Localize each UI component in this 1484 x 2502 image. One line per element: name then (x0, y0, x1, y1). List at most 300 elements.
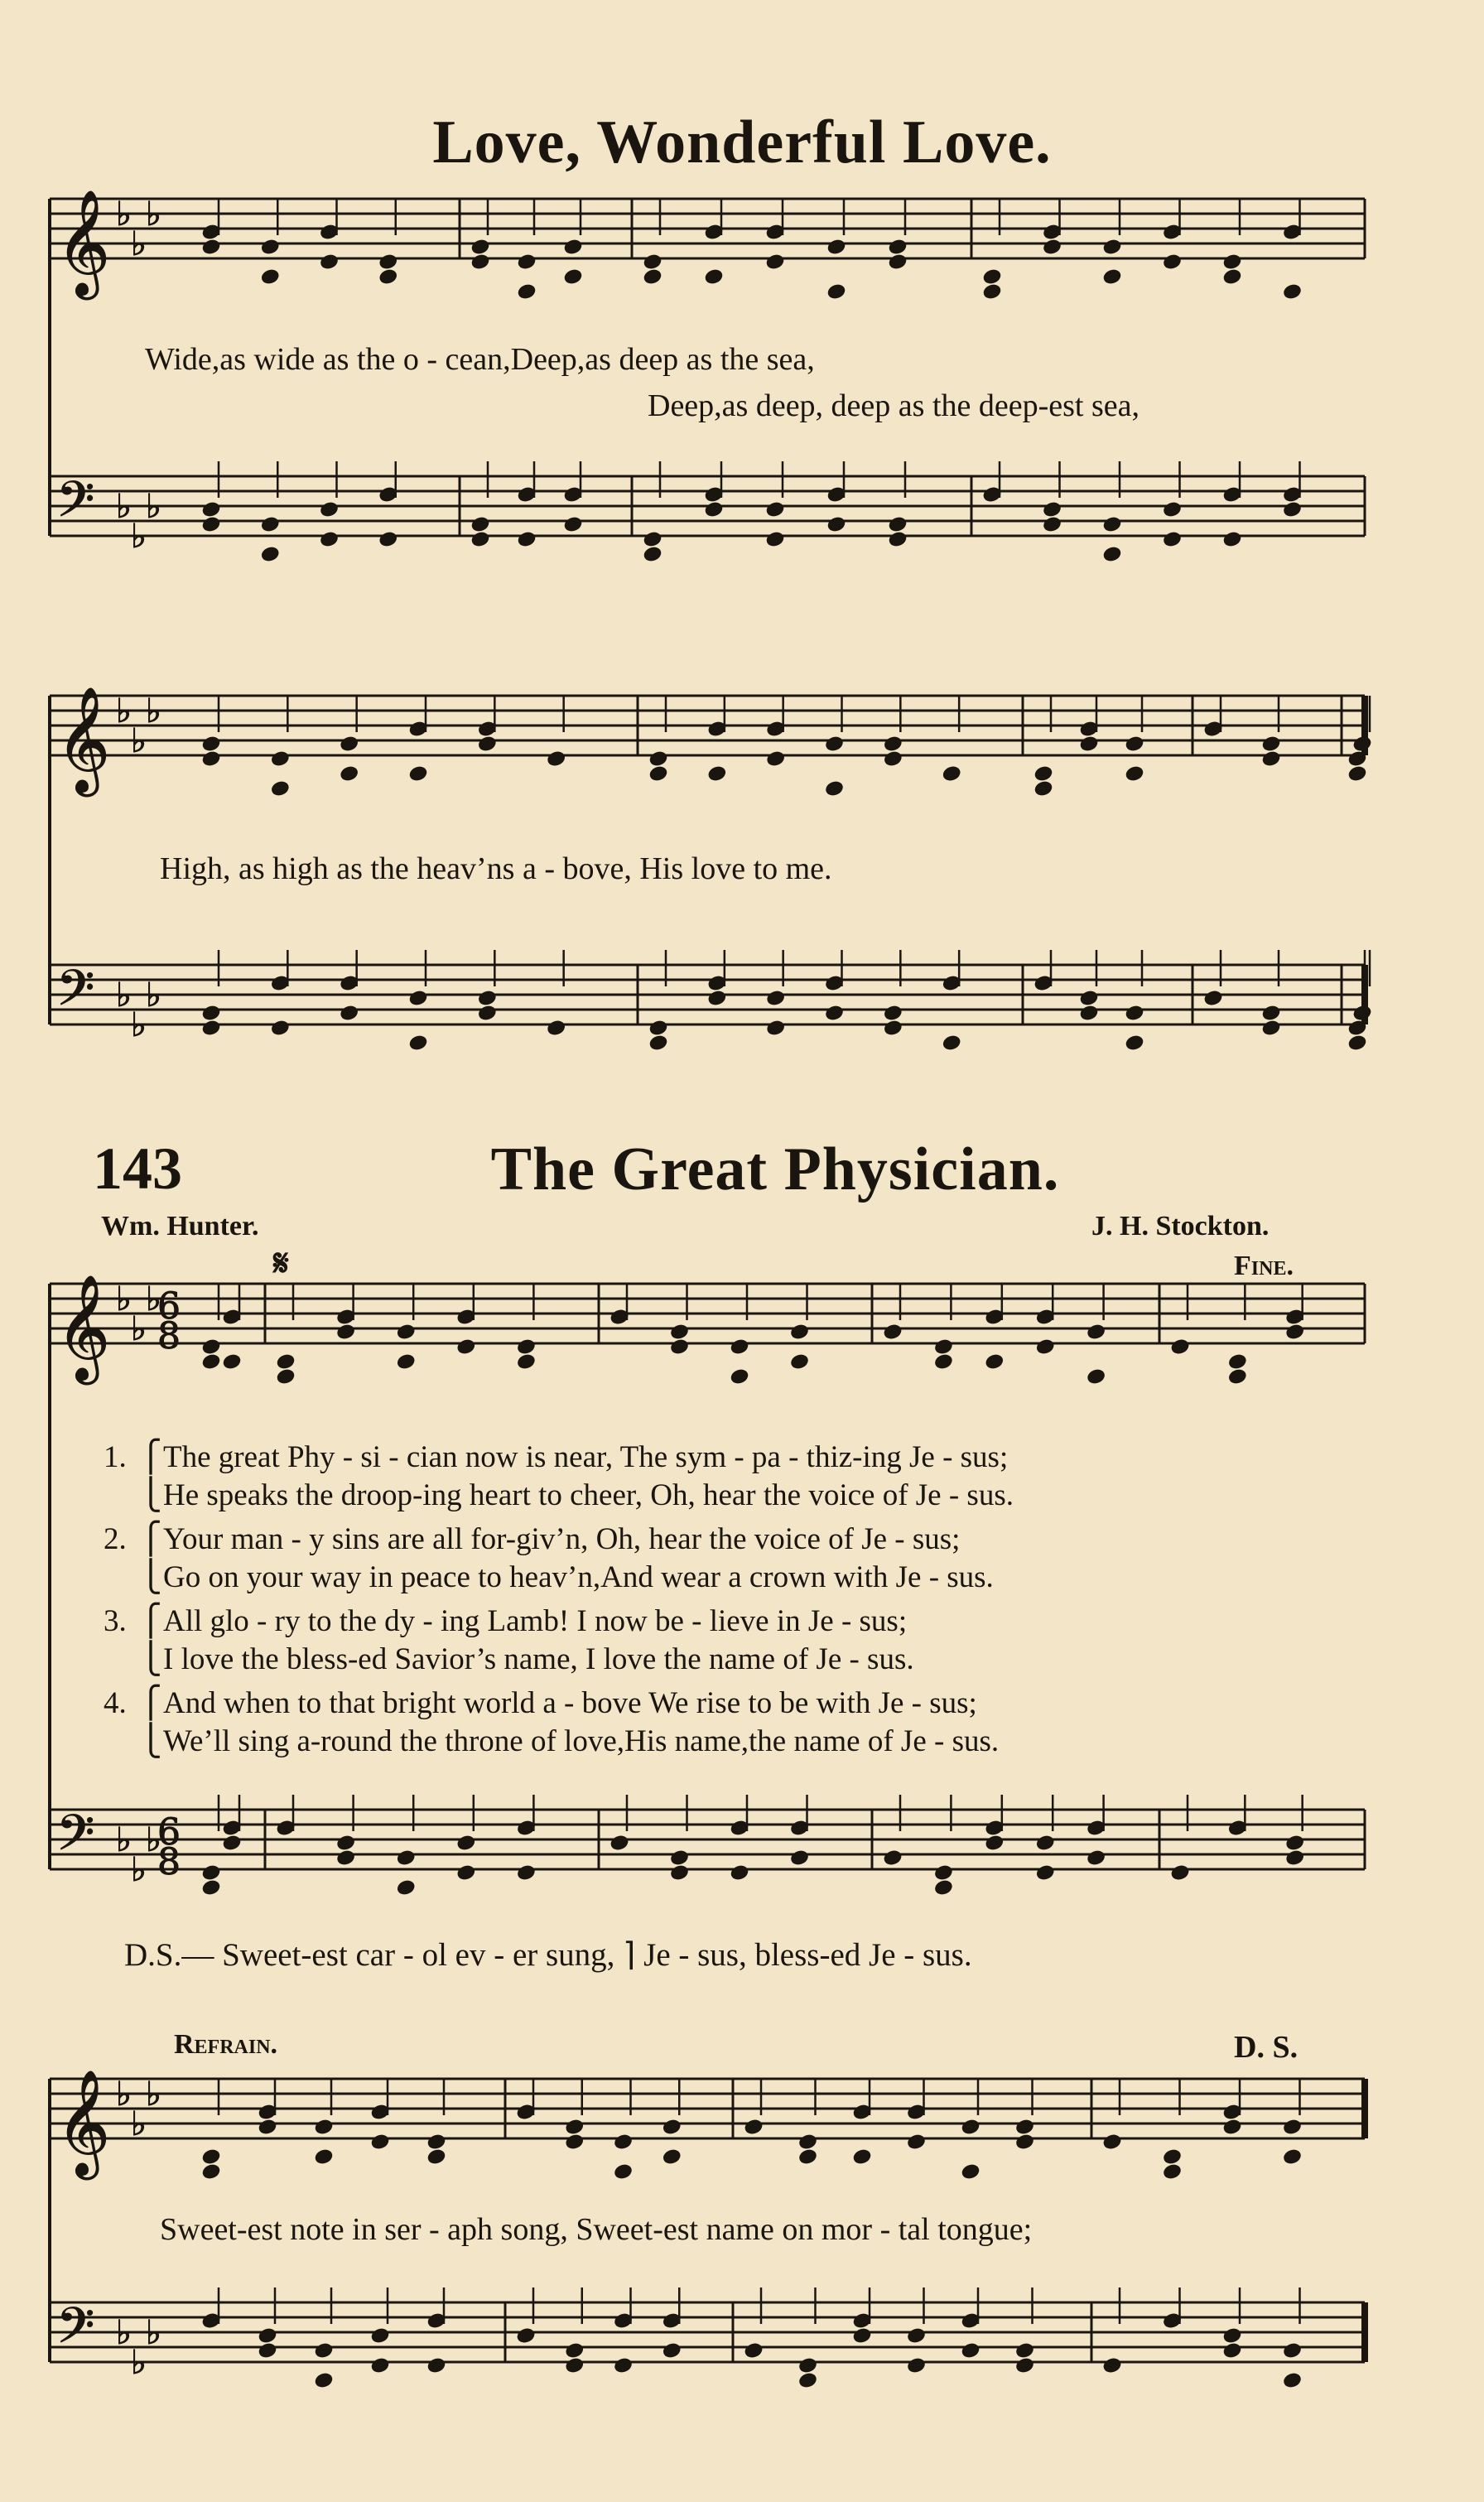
hymn-title-love-wonderful-love: Love, Wonderful Love. (432, 108, 1052, 176)
verse-number: 4. (104, 1686, 127, 1720)
notehead (670, 1864, 690, 1882)
notehead (933, 1353, 953, 1371)
notehead (1086, 1849, 1106, 1867)
notehead (258, 2342, 277, 2360)
notehead (1347, 1034, 1367, 1052)
notehead (790, 1323, 810, 1341)
flat-sign: ♭ (131, 2344, 147, 2382)
flat-sign: ♭ (146, 195, 161, 234)
flat-sign: ♭ (116, 195, 132, 234)
verse-number: 3. (104, 1604, 127, 1638)
notehead (933, 1879, 953, 1897)
notehead (201, 501, 221, 518)
notehead (1285, 1834, 1305, 1852)
notehead (670, 1338, 690, 1356)
notehead (1283, 2148, 1303, 2166)
notehead (798, 2133, 818, 2151)
notehead (1086, 1368, 1106, 1386)
notehead (662, 2148, 682, 2166)
flat-sign: ♭ (146, 692, 161, 730)
notehead (516, 2327, 536, 2345)
notehead (408, 765, 428, 783)
notehead (426, 2133, 446, 2151)
notehead (517, 253, 537, 271)
hymn1-line1-lyric: Wide,as wide as the o - cean,Deep,as deep as the sea, (145, 342, 815, 377)
verse-4-line-1 (104, 1685, 977, 1721)
notehead (201, 1020, 221, 1037)
flat-sign: ♭ (116, 692, 132, 730)
notehead (565, 2357, 585, 2374)
notehead (201, 1864, 221, 1882)
flat-sign: ♭ (116, 1821, 132, 1859)
brace-bottom: ⎩ (139, 1724, 162, 1758)
notehead (408, 1034, 428, 1052)
notehead (201, 1338, 221, 1356)
notehead (1285, 1323, 1305, 1341)
notehead (1283, 2372, 1303, 2389)
notehead (765, 531, 785, 548)
author-credit: Wm. Hunter. (101, 1211, 259, 1241)
notehead (1102, 2133, 1122, 2151)
notehead (888, 531, 908, 548)
flat-sign: ♭ (131, 1006, 147, 1044)
notehead (643, 531, 662, 548)
notehead (1035, 1338, 1055, 1356)
notehead (477, 1005, 497, 1022)
notehead (456, 1338, 476, 1356)
notehead (933, 1338, 953, 1356)
notehead (1035, 1834, 1055, 1852)
hymn-title-great-physician: The Great Physician. (490, 1135, 1060, 1203)
notehead (547, 750, 566, 768)
notehead (1163, 253, 1183, 271)
notehead (1034, 765, 1053, 783)
notehead (314, 2372, 334, 2389)
notehead (648, 765, 668, 783)
notehead (1352, 1005, 1372, 1022)
notehead (201, 1879, 221, 1897)
flat-sign: ♭ (116, 2314, 132, 2352)
notehead (516, 1338, 536, 1356)
notehead (907, 2327, 927, 2345)
notehead (1261, 735, 1281, 753)
notehead (270, 780, 290, 798)
notehead (888, 253, 908, 271)
notehead (201, 2163, 221, 2181)
notehead (470, 239, 490, 256)
notehead (370, 2133, 390, 2151)
notehead (260, 239, 280, 256)
notehead (790, 1353, 810, 1371)
notehead (765, 253, 785, 271)
verse-text: He speaks the droop-ing heart to cheer, Oh, hear the voice of Je - sus. (163, 1478, 1014, 1512)
notehead (396, 1849, 416, 1867)
flat-sign: ♭ (131, 1310, 147, 1348)
flat-sign: ♭ (131, 225, 147, 263)
notehead (276, 1368, 296, 1386)
flat-sign: ♭ (146, 2314, 161, 2352)
notehead (614, 2133, 634, 2151)
brace-top: ⎧ (139, 1686, 162, 1720)
notehead (961, 2163, 980, 2181)
notehead (883, 1020, 903, 1037)
notehead (336, 1834, 356, 1852)
flat-sign: ♭ (146, 1821, 161, 1859)
verse-2-line-2 (104, 1559, 994, 1595)
notehead (730, 1338, 749, 1356)
notehead (340, 765, 359, 783)
verse-1-line-1 (104, 1439, 1008, 1475)
notehead (477, 735, 497, 753)
notehead (1125, 735, 1144, 753)
notehead (707, 765, 727, 783)
treble-clef: 𝄞 (56, 189, 111, 295)
notehead (1227, 1353, 1247, 1371)
verse-text: All glo - ry to the dy - ing Lamb! I now be - lieve in Je - sus; (163, 1604, 908, 1638)
notehead (852, 2148, 872, 2166)
notehead (730, 1864, 749, 1882)
bass-staff (50, 1810, 1365, 1869)
notehead (517, 283, 537, 301)
notehead (942, 765, 961, 783)
notehead (1125, 1005, 1144, 1022)
notehead (1222, 2342, 1242, 2360)
notehead (614, 2357, 634, 2374)
notehead (798, 2357, 818, 2374)
notehead (907, 2357, 927, 2374)
notehead (1163, 2163, 1183, 2181)
verse-text: Your man - y sins are all for-giv’n, Oh, hear the voice of Je - sus; (163, 1522, 961, 1556)
notehead (643, 268, 662, 286)
notehead (1102, 239, 1122, 256)
verse-4-line-2 (104, 1723, 999, 1759)
notehead (1283, 2342, 1303, 2360)
notehead (614, 2163, 634, 2181)
notehead (982, 283, 1002, 301)
verse-text: The great Phy - si - cian now is near, The sym - pa - thiz-ing Je - sus; (163, 1440, 1009, 1474)
notehead (378, 531, 398, 548)
notehead (1261, 1005, 1281, 1022)
notehead (707, 990, 727, 1007)
notehead (643, 253, 662, 271)
notehead (766, 750, 786, 768)
notehead (1125, 1034, 1144, 1052)
notehead (1079, 1005, 1099, 1022)
flat-sign: ♭ (131, 722, 147, 760)
notehead (470, 516, 490, 533)
fine-marking: Fine. (1234, 1251, 1294, 1281)
notehead (1043, 501, 1062, 518)
bass-clef: 𝄢 (56, 470, 95, 540)
notehead (825, 1005, 845, 1022)
notehead (1015, 2119, 1035, 2136)
flat-sign: ♭ (116, 1280, 132, 1318)
notehead (1163, 501, 1183, 518)
notehead (320, 501, 340, 518)
notehead (370, 2327, 390, 2345)
notehead (516, 1353, 536, 1371)
treble-clef: 𝄞 (56, 2069, 111, 2175)
verse-text: We’ll sing a-round the throne of love,His name,the name of Je - sus. (163, 1724, 1000, 1758)
notehead (396, 1323, 416, 1341)
notehead (260, 546, 280, 563)
flat-sign: ♭ (131, 1851, 147, 1889)
notehead (1086, 1323, 1106, 1341)
notehead (662, 2119, 682, 2136)
notehead (1283, 283, 1303, 301)
notehead (933, 1864, 953, 1882)
notehead (825, 735, 845, 753)
notehead (670, 1323, 690, 1341)
notehead (565, 2133, 585, 2151)
notehead (1102, 546, 1122, 563)
notehead (1170, 1338, 1190, 1356)
brace-top: ⎧ (139, 1522, 162, 1556)
notehead (314, 2342, 334, 2360)
verse-3-line-1 (104, 1603, 907, 1639)
flat-sign: ♭ (116, 976, 132, 1015)
notehead (1283, 501, 1303, 518)
notehead (982, 268, 1002, 286)
notehead (378, 253, 398, 271)
notehead (744, 2119, 764, 2136)
notehead (1035, 1864, 1055, 1882)
flat-sign: ♭ (131, 2105, 147, 2143)
notehead (883, 735, 903, 753)
notehead (643, 546, 662, 563)
brace-bottom: ⎩ (139, 1560, 162, 1594)
bass-clef: 𝄢 (56, 2297, 95, 2366)
notehead (314, 2119, 334, 2136)
notehead (470, 531, 490, 548)
verse-3-line-2 (104, 1641, 914, 1677)
notehead (336, 1849, 356, 1867)
notehead (340, 735, 359, 753)
notehead (985, 1834, 1005, 1852)
notehead (826, 239, 846, 256)
notehead (336, 1323, 356, 1341)
flat-sign: ♭ (146, 1280, 161, 1318)
notehead (456, 1864, 476, 1882)
verse-number: 2. (104, 1522, 127, 1556)
notehead (825, 780, 845, 798)
verse-text: I love the bless-ed Savior’s name, I love the name of Je - sus. (163, 1642, 914, 1676)
notehead (1015, 2357, 1035, 2374)
flat-sign: ♭ (131, 518, 147, 556)
notehead (222, 1834, 242, 1852)
brace-top: ⎧ (139, 1440, 162, 1474)
notehead (565, 2342, 585, 2360)
notehead (744, 2342, 764, 2360)
notehead (563, 516, 583, 533)
notehead (883, 1323, 903, 1341)
notehead (1163, 2148, 1183, 2166)
hymn1-line2-lyric: High, as high as the heav’ns a - bove, His love to me. (160, 851, 832, 886)
notehead (1222, 2119, 1242, 2136)
segno-sign: 𝄋 (273, 1243, 289, 1284)
notehead (888, 516, 908, 533)
notehead (426, 2148, 446, 2166)
refrain-lyric: Sweet-est note in ser - aph song, Sweet-est name on mor - tal tongue; (160, 2212, 1033, 2247)
notehead (670, 1849, 690, 1867)
notehead (201, 735, 221, 753)
notehead (826, 516, 846, 533)
treble-clef: 𝄞 (56, 686, 111, 792)
notehead (1347, 765, 1367, 783)
verse-text: Go on your way in peace to heav’n,And wear a crown with Je - sus. (163, 1560, 994, 1594)
notehead (648, 1020, 668, 1037)
notehead (201, 1005, 221, 1022)
notehead (201, 239, 221, 256)
notehead (852, 2327, 872, 2345)
notehead (1227, 1368, 1247, 1386)
treble-staff (50, 2079, 1365, 2138)
notehead (648, 750, 668, 768)
notehead (985, 1353, 1005, 1371)
notehead (883, 750, 903, 768)
flat-sign: ♭ (116, 2075, 132, 2114)
notehead (765, 501, 785, 518)
notehead (378, 268, 398, 286)
treble-staff (50, 696, 1365, 755)
notehead (961, 2119, 980, 2136)
notehead (314, 2148, 334, 2166)
notehead (826, 283, 846, 301)
notehead (426, 2357, 446, 2374)
flat-sign: ♭ (146, 488, 161, 526)
hymn1-line1-echo-lyric: Deep,as deep, deep as the deep-est sea, (648, 388, 1140, 423)
notehead (258, 2119, 277, 2136)
notehead (456, 1834, 476, 1852)
notehead (201, 750, 221, 768)
notehead (1043, 516, 1062, 533)
notehead (961, 2342, 980, 2360)
treble-clef: 𝄞 (56, 1274, 111, 1380)
composer-credit: J. H. Stockton. (1091, 1211, 1270, 1241)
treble-staff (50, 1284, 1365, 1343)
notehead (565, 2119, 585, 2136)
notehead (396, 1879, 416, 1897)
notehead (477, 990, 497, 1007)
notehead (942, 1034, 961, 1052)
notehead (370, 2357, 390, 2374)
notehead (1170, 1864, 1190, 1882)
bass-staff (50, 965, 1365, 1024)
notehead (883, 1005, 903, 1022)
notehead (1163, 531, 1183, 548)
notehead (610, 1834, 629, 1852)
brace-top: ⎧ (139, 1604, 162, 1638)
notehead (1102, 268, 1122, 286)
notehead (883, 1849, 903, 1867)
notehead (517, 531, 537, 548)
ds-label: D. S. (1234, 2030, 1298, 2065)
notehead (1034, 780, 1053, 798)
notehead (798, 2372, 818, 2389)
notehead (1222, 253, 1242, 271)
notehead (1102, 516, 1122, 533)
notehead (1261, 1020, 1281, 1037)
notehead (320, 253, 340, 271)
hymn-number: 143 (93, 1135, 182, 1202)
notehead (766, 990, 786, 1007)
notehead (470, 253, 490, 271)
notehead (270, 750, 290, 768)
notehead (340, 1005, 359, 1022)
flat-sign: ♭ (116, 488, 132, 526)
time-signature-numerator: 6 (157, 1285, 181, 1328)
notehead (730, 1368, 749, 1386)
notehead (1283, 2119, 1303, 2136)
notehead (648, 1034, 668, 1052)
time-signature-denominator: 8 (157, 1315, 181, 1357)
notehead (1261, 750, 1281, 768)
brace-bottom: ⎩ (139, 1478, 162, 1512)
refrain-label: Refrain. (174, 2029, 278, 2060)
notehead (1079, 990, 1099, 1007)
notehead (516, 1864, 536, 1882)
notehead (1125, 765, 1144, 783)
flat-sign: ♭ (146, 2075, 161, 2114)
notehead (662, 2342, 682, 2360)
notehead (258, 2327, 277, 2345)
notehead (320, 531, 340, 548)
flat-sign: ♭ (146, 976, 161, 1015)
notehead (1222, 268, 1242, 286)
time-signature-denominator: 8 (157, 1841, 181, 1883)
notehead (396, 1353, 416, 1371)
notehead (1015, 2133, 1035, 2151)
notehead (888, 239, 908, 256)
notehead (1222, 531, 1242, 548)
notehead (276, 1353, 296, 1371)
notehead (1043, 239, 1062, 256)
notehead (563, 239, 583, 256)
notehead (260, 516, 280, 533)
notehead (1015, 2342, 1035, 2360)
notehead (222, 1353, 242, 1371)
notehead (1285, 1849, 1305, 1867)
notehead (766, 1020, 786, 1037)
verse-text: And when to that bright world a - bove We rise to be with Je - sus; (163, 1686, 977, 1720)
bass-clef: 𝄢 (56, 1804, 95, 1873)
notehead (704, 501, 724, 518)
notehead (790, 1849, 810, 1867)
notehead (1203, 990, 1223, 1007)
notehead (408, 990, 428, 1007)
notehead (201, 2148, 221, 2166)
verse-number: 1. (104, 1440, 127, 1474)
notehead (563, 268, 583, 286)
notehead (1352, 735, 1372, 753)
time-signature-numerator: 6 (157, 1811, 181, 1854)
ds-lyric-line: D.S.— Sweet-est car - ol ev - er sung, ⌉ Je - sus, bless-ed Je - sus. (124, 1937, 972, 1973)
notehead (201, 516, 221, 533)
notehead (1102, 2357, 1122, 2374)
notehead (270, 1020, 290, 1037)
notehead (260, 268, 280, 286)
notehead (201, 1353, 221, 1371)
notehead (907, 2133, 927, 2151)
brace-bottom: ⎩ (139, 1642, 162, 1676)
verse-1-line-2 (104, 1477, 1014, 1513)
notehead (547, 1020, 566, 1037)
bass-staff (50, 2302, 1365, 2362)
bass-clef: 𝄢 (56, 959, 95, 1029)
notehead (1079, 735, 1099, 753)
verse-2-line-1 (104, 1521, 960, 1557)
notehead (798, 2148, 818, 2166)
